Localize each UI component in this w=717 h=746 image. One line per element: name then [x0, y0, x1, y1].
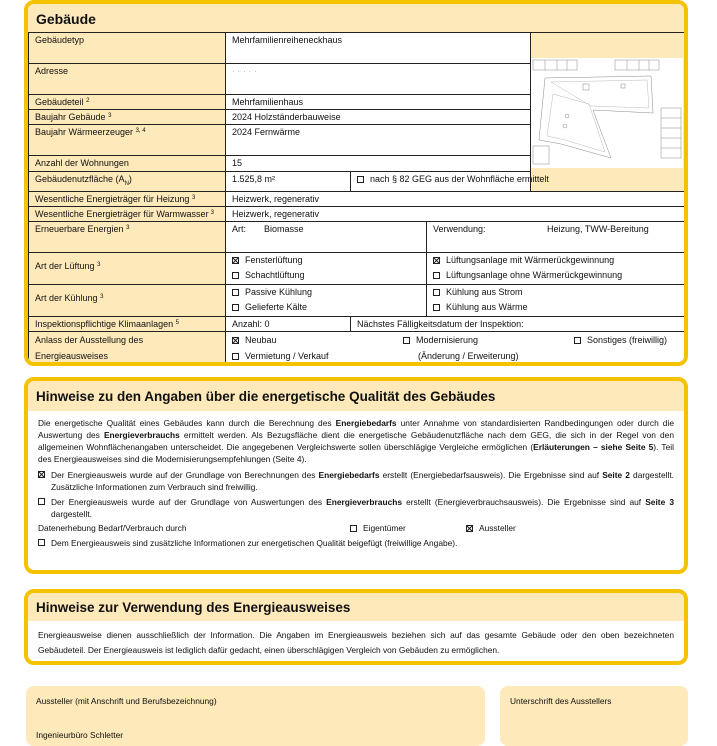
- option-verbrauchsausweis[interactable]: [28, 496, 684, 520]
- checkbox-checked-icon[interactable]: [232, 337, 239, 344]
- option-neubau[interactable]: Neubau: [232, 335, 277, 345]
- kuehlung-options-left: [226, 284, 427, 316]
- unterschrift-label: Unterschrift des Ausstellers: [510, 696, 612, 706]
- value-nutzflaeche: 1.525,8 m²: [226, 172, 351, 192]
- value-et-heizung: Heizwerk, regenerativ: [226, 191, 685, 206]
- value-erneuerbare-art: Art: Biomasse: [226, 221, 427, 252]
- datenerhebung-row: Datenerhebung Bedarf/Verbrauch durch Eigentümer Aussteller: [38, 523, 516, 533]
- value-gebaeudetyp: Mehrfamilienreiheneckhaus: [226, 33, 531, 64]
- checkbox-icon[interactable]: [232, 289, 239, 296]
- option-schachtlueftung[interactable]: Schachtlüftung: [232, 268, 420, 283]
- label-klimaanlagen: Inspektionspflichtige Klimaanlagen $^5$: [29, 316, 226, 331]
- option-sonstiges[interactable]: Sonstiges (freiwillig): [574, 332, 667, 348]
- bedarf-text: Der Energieausweis wurde auf der Grundlage von Berechnungen des Energiebedarfs erstellt (Energiebedarfsausweis). Die Ergebnisse sind auf Seite 2 dargestellt. Zusätzliche Informationen zum Verbrauch sind freiwillig.: [51, 470, 675, 492]
- value-baujahr-waermeerzeuger: 2024 Fernwärme: [226, 125, 531, 156]
- lueftung-options-left: [226, 252, 427, 284]
- checkbox-icon[interactable]: [232, 353, 239, 360]
- option-zusatzinformationen[interactable]: Dem Energieausweis sind zusätzliche Informationen zur energetischen Qualität beigefügt (freiwillige Angabe).: [28, 537, 684, 549]
- building-plan-image: [531, 33, 685, 192]
- option-modernisierung[interactable]: Modernisierung: [403, 332, 478, 348]
- label-et-heizung: Wesentliche Energieträger für Heizung $^3$: [29, 191, 226, 206]
- hinweise-angaben-title: Hinweise zu den Angaben über die energetische Qualität des Gebäudes: [28, 381, 684, 411]
- checkbox-icon[interactable]: [403, 337, 410, 344]
- checkbox-icon[interactable]: [574, 337, 581, 344]
- gebaeude-table: [28, 32, 685, 365]
- hinweise-angaben-intro: Die energetische Qualität eines Gebäudes kann durch die Berechnung des Energiebedarfs unter Annahme von standardisierten Randbedingungen oder durch die Auswertung des Energieverbrauchs ermittelt werden. Als Bezugsfläche dient die energetische Gebäudenutzfläche nach dem GEG, die sich in der Regel von den allgemeinen Wohnflächenangaben unterscheidet. Die angegebenen Vergleichswerte sollen überschlägige Vergleiche ermöglichen (Erläuterungen – siehe Seite 5). Teil des Energieausweises sind die Modernisierungsempfehlungen (Seite 4).: [38, 418, 674, 464]
- value-klimaanlagen-anzahl: Anzahl: 0: [226, 316, 351, 331]
- value-anzahl-wohnungen: 15: [226, 156, 531, 172]
- option-gelieferte-kaelte[interactable]: Gelieferte Kälte: [232, 300, 420, 315]
- checkbox-icon[interactable]: [433, 304, 440, 311]
- checkbox-icon[interactable]: [433, 272, 440, 279]
- checkbox-82geg[interactable]: [357, 176, 364, 183]
- hinweise-verwendung-section: [24, 589, 688, 665]
- anlass-row-2: [232, 348, 679, 364]
- aussteller-panel: [26, 686, 485, 746]
- aussteller-name: Ingenieurbüro Schletter: [36, 730, 124, 740]
- checkbox-icon[interactable]: [232, 304, 239, 311]
- value-klimaanlagen-faelligkeit: Nächstes Fälligkeitsdatum der Inspektion:: [351, 316, 685, 331]
- value-et-warmwasser: Heizwerk, regenerativ: [226, 206, 685, 221]
- option-kuehlung-strom[interactable]: Kühlung aus Strom: [433, 285, 678, 300]
- checkbox-checked-icon[interactable]: [433, 257, 440, 264]
- value-erneuerbare-verwendung: Verwendung: Heizung, TWW-Bereitung: [427, 221, 685, 252]
- value-adresse: · · · · ·: [226, 64, 531, 95]
- anlass-options: [226, 331, 685, 365]
- option-lueftung-ohne-wrg[interactable]: Lüftungsanlage ohne Wärmerückgewinnung: [433, 268, 678, 283]
- lueftung-options-right: [427, 252, 685, 284]
- hinweise-verwendung-text: Energieausweise dienen ausschließlich der Information. Die Angaben im Energieausweis beziehen sich auf das gesamte Gebäude oder den oben bezeichneten Gebäudeteil. Der Energieausweis ist lediglich dafür gedacht, einen überschlägigen Vergleich von Gebäuden zu ermöglichen.: [38, 630, 674, 655]
- hinweise-verwendung-title: Hinweise zur Verwendung des Energieausweises: [28, 593, 684, 621]
- checkbox-checked-icon[interactable]: [466, 525, 473, 532]
- label-gebaeudetyp: Gebäudetyp: [29, 33, 226, 64]
- kuehlung-options-right: [427, 284, 685, 316]
- label-kuehlung: Art der Kühlung $^3$: [29, 284, 226, 316]
- option-fensterlueftung[interactable]: Fensterlüftung: [232, 253, 420, 268]
- gebaeude-section: [24, 0, 688, 366]
- anlass-row-1: [232, 332, 679, 348]
- verbrauch-text: Der Energieausweis wurde auf der Grundlage von Auswertungen des Energieverbrauchs erstellt (Energieverbrauchsausweis). Die Ergebnisse sind auf Seite 3 dargestellt.: [51, 497, 674, 519]
- value-gebaeudeteil: Mehrfamilienhaus: [226, 95, 531, 110]
- label-adresse: Adresse: [29, 64, 226, 95]
- label-erneuerbare: Erneuerbare Energien $^3$: [29, 221, 226, 252]
- gebaeude-title: Gebäude: [28, 4, 684, 32]
- label-lueftung: Art der Lüftung $^3$: [29, 252, 226, 284]
- option-kuehlung-waerme[interactable]: Kühlung aus Wärme: [433, 300, 678, 315]
- hinweise-angaben-section: [24, 377, 688, 574]
- checkbox-checked-icon[interactable]: [232, 257, 239, 264]
- label-baujahr-gebaeude: Baujahr Gebäude $^3$: [29, 110, 226, 125]
- floor-plan-icon: [531, 58, 683, 168]
- checkbox-icon[interactable]: [38, 498, 45, 505]
- option-vermietung-verkauf[interactable]: Vermietung / Verkauf: [232, 351, 329, 361]
- label-baujahr-waermeerzeuger: Baujahr Wärmeerzeuger $^{3, 4}$: [29, 125, 226, 156]
- checkbox-checked-icon[interactable]: [38, 471, 45, 478]
- label-anzahl-wohnungen: Anzahl der Wohnungen: [29, 156, 226, 172]
- modernisierung-note: (Änderung / Erweiterung): [418, 350, 519, 361]
- option-nutzflaeche-82geg[interactable]: nach § 82 GEG aus der Wohnfläche ermittelt: [351, 172, 531, 192]
- option-lueftung-mit-wrg[interactable]: Lüftungsanlage mit Wärmerückgewinnung: [433, 253, 678, 268]
- label-gebaeudeteil: Gebäudeteil $^2$: [29, 95, 226, 110]
- aussteller-label: Aussteller (mit Anschrift und Berufsbezeichnung): [36, 696, 217, 706]
- label-anlass: Anlass der Ausstellung des Energieausweises: [29, 331, 226, 365]
- value-baujahr-gebaeude: 2024 Holzständerbauweise: [226, 110, 531, 125]
- option-aussteller[interactable]: Aussteller: [466, 522, 516, 534]
- checkbox-icon[interactable]: [350, 525, 357, 532]
- checkbox-icon[interactable]: [232, 272, 239, 279]
- label-nutzflaeche: Gebäudenutzfläche $(A_N)$: [29, 172, 226, 192]
- checkbox-icon[interactable]: [433, 289, 440, 296]
- label-et-warmwasser: Wesentliche Energieträger für Warmwasser $^3$: [29, 206, 226, 221]
- option-bedarfsausweis[interactable]: [28, 469, 684, 493]
- option-passive-kuehlung[interactable]: Passive Kühlung: [232, 285, 420, 300]
- unterschrift-panel: [500, 686, 688, 746]
- option-eigentuemer[interactable]: Eigentümer: [350, 522, 406, 534]
- checkbox-icon[interactable]: [38, 539, 45, 546]
